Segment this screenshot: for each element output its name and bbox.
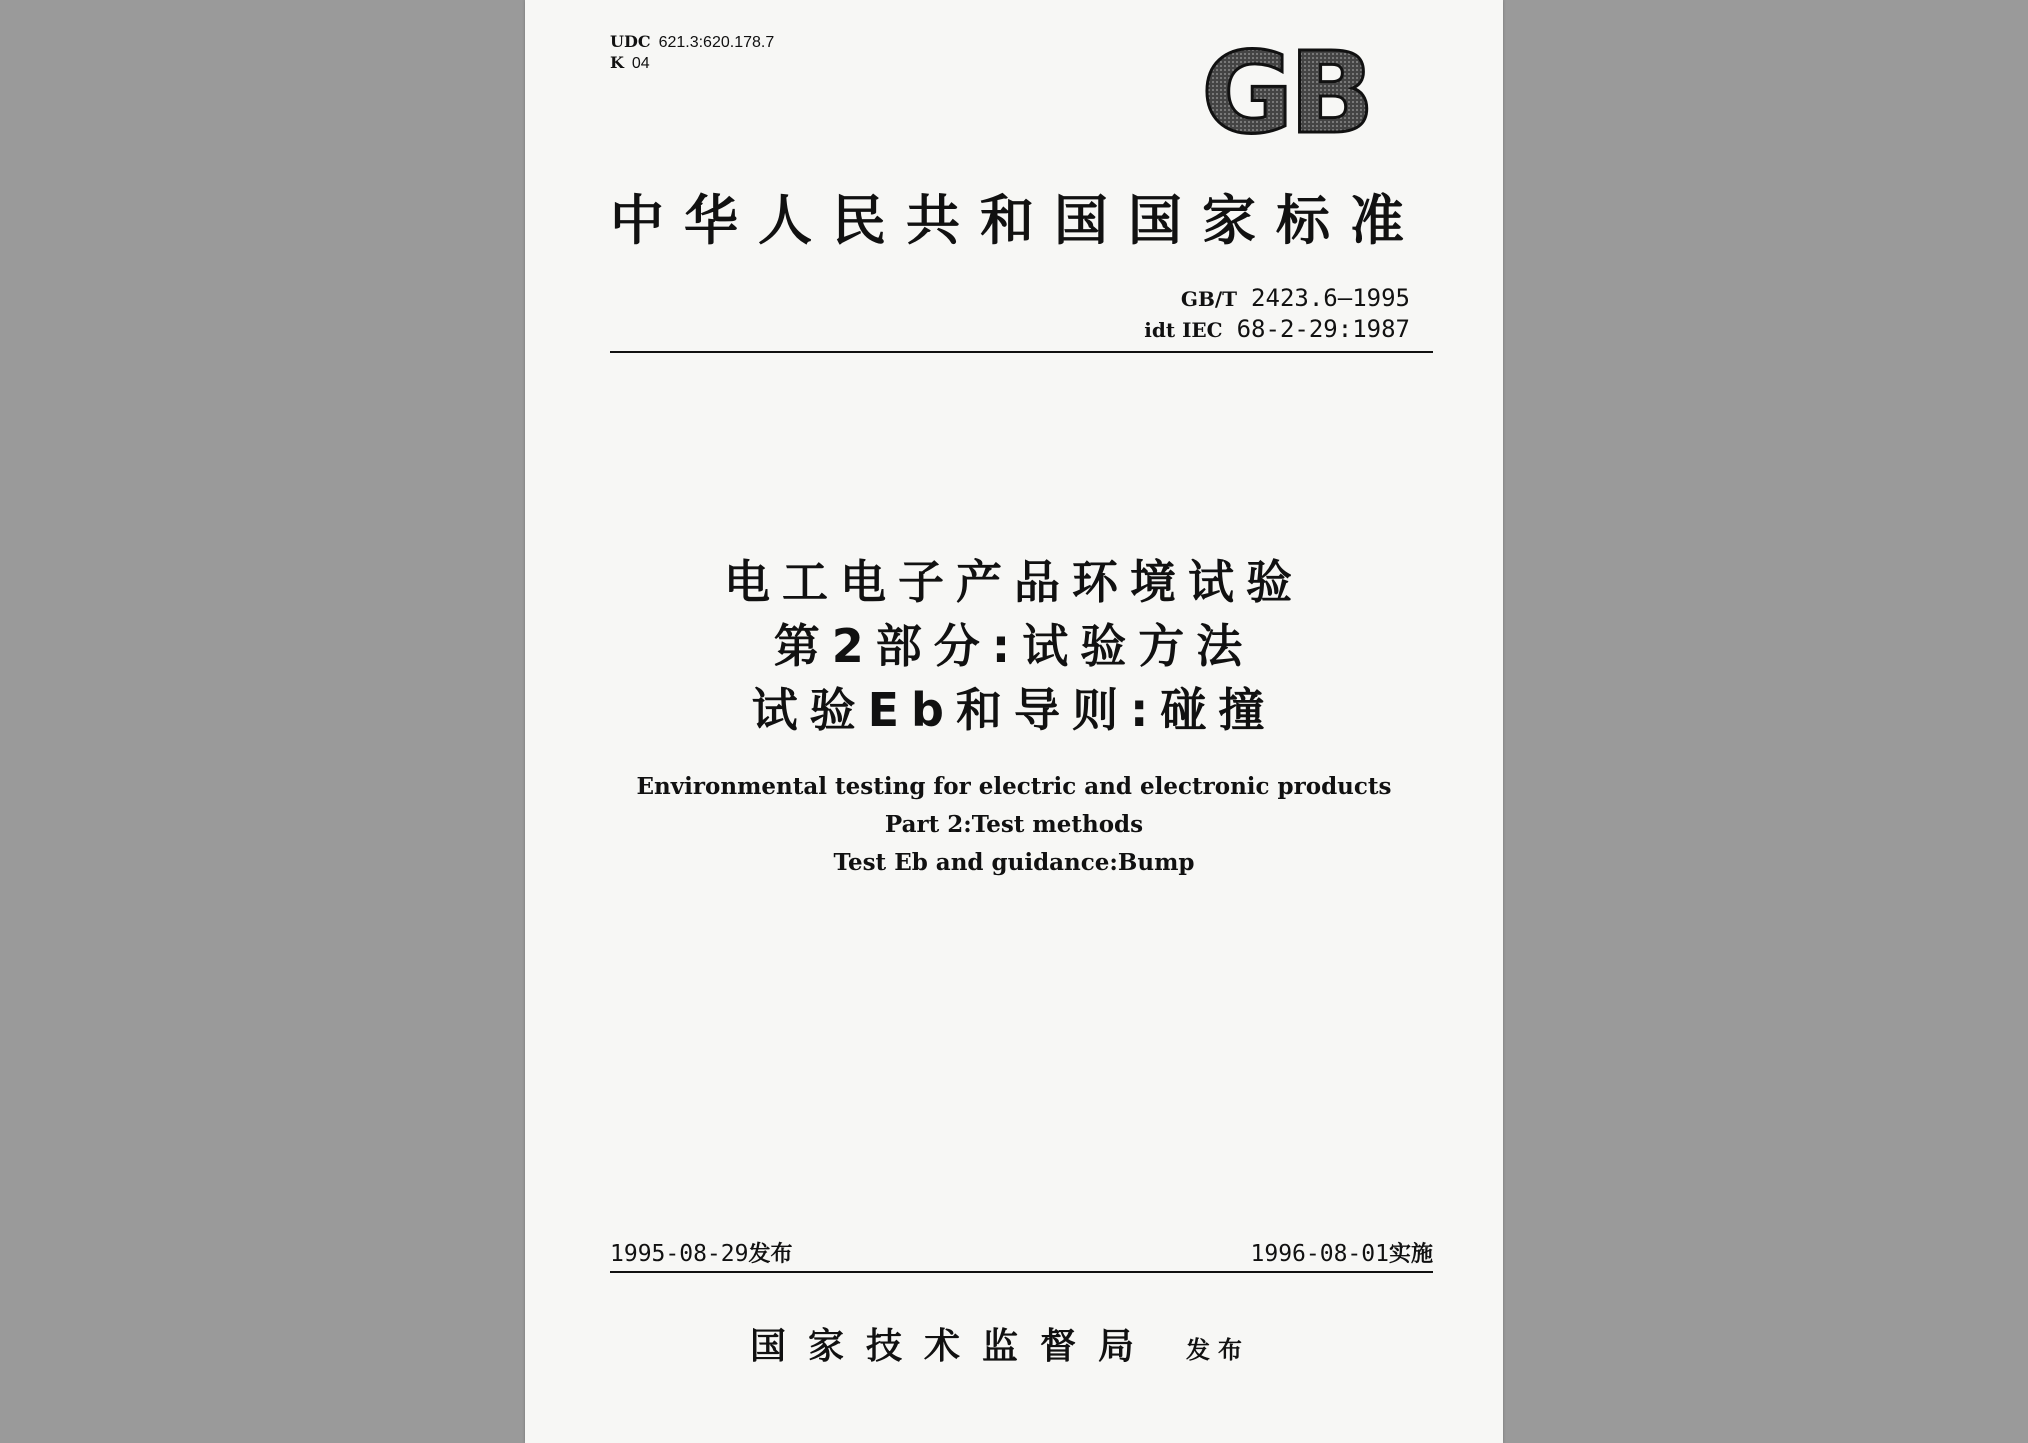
effective-date: 1996-08-01 xyxy=(1250,1241,1389,1267)
chinese-title xyxy=(525,550,1503,742)
chinese-title-line-3: 试验Eb和导则:碰撞 xyxy=(751,683,1277,737)
org-title: 中华人民共和国国家标准 xyxy=(610,189,1424,252)
english-title-line-3: Test Eb and guidance:Bump xyxy=(833,849,1195,876)
effective-date-block xyxy=(1251,1237,1434,1268)
gb-logo-text: GB xyxy=(1201,40,1371,145)
chinese-title-line-2: 第2部分:试验方法 xyxy=(773,619,1255,673)
class-line: K 04 xyxy=(610,53,650,72)
issuer-name: 国家技术监督局 xyxy=(750,1326,1157,1367)
dates-row xyxy=(610,1237,1433,1273)
standard-number-block xyxy=(1144,283,1410,345)
gb-number: 2423.6—1995 xyxy=(1251,284,1410,312)
issue-date-block xyxy=(610,1237,793,1268)
idt-number-line xyxy=(1144,314,1410,345)
idt-number: 68-2-29:1987 xyxy=(1236,315,1410,343)
issue-label: 发布 xyxy=(748,1242,793,1267)
issuer xyxy=(750,1318,1250,1369)
english-title-line-2: Part 2:Test methods xyxy=(884,811,1144,838)
english-title-line-1: Environmental testing for electric and electronic products xyxy=(636,773,1392,800)
effective-label: 实施 xyxy=(1388,1242,1433,1267)
gb-number-line xyxy=(1144,283,1410,314)
udc-value: 621.3:620.178.7 xyxy=(658,34,775,51)
classification-codes xyxy=(610,32,774,74)
class-value: 04 xyxy=(631,55,650,72)
english-title xyxy=(525,768,1503,882)
gb-label: GB/T xyxy=(1180,287,1238,311)
issue-date: 1995-08-29 xyxy=(610,1241,749,1267)
top-divider xyxy=(610,351,1433,353)
gb-logo xyxy=(1191,40,1381,145)
issuer-label: 发布 xyxy=(1186,1336,1251,1364)
document-page xyxy=(525,0,1503,1443)
idt-label: idt IEC xyxy=(1144,318,1223,342)
chinese-title-line-1: 电工电子产品环境试验 xyxy=(724,555,1304,609)
udc-line: UDC 621.3:620.178.7 xyxy=(610,32,775,51)
